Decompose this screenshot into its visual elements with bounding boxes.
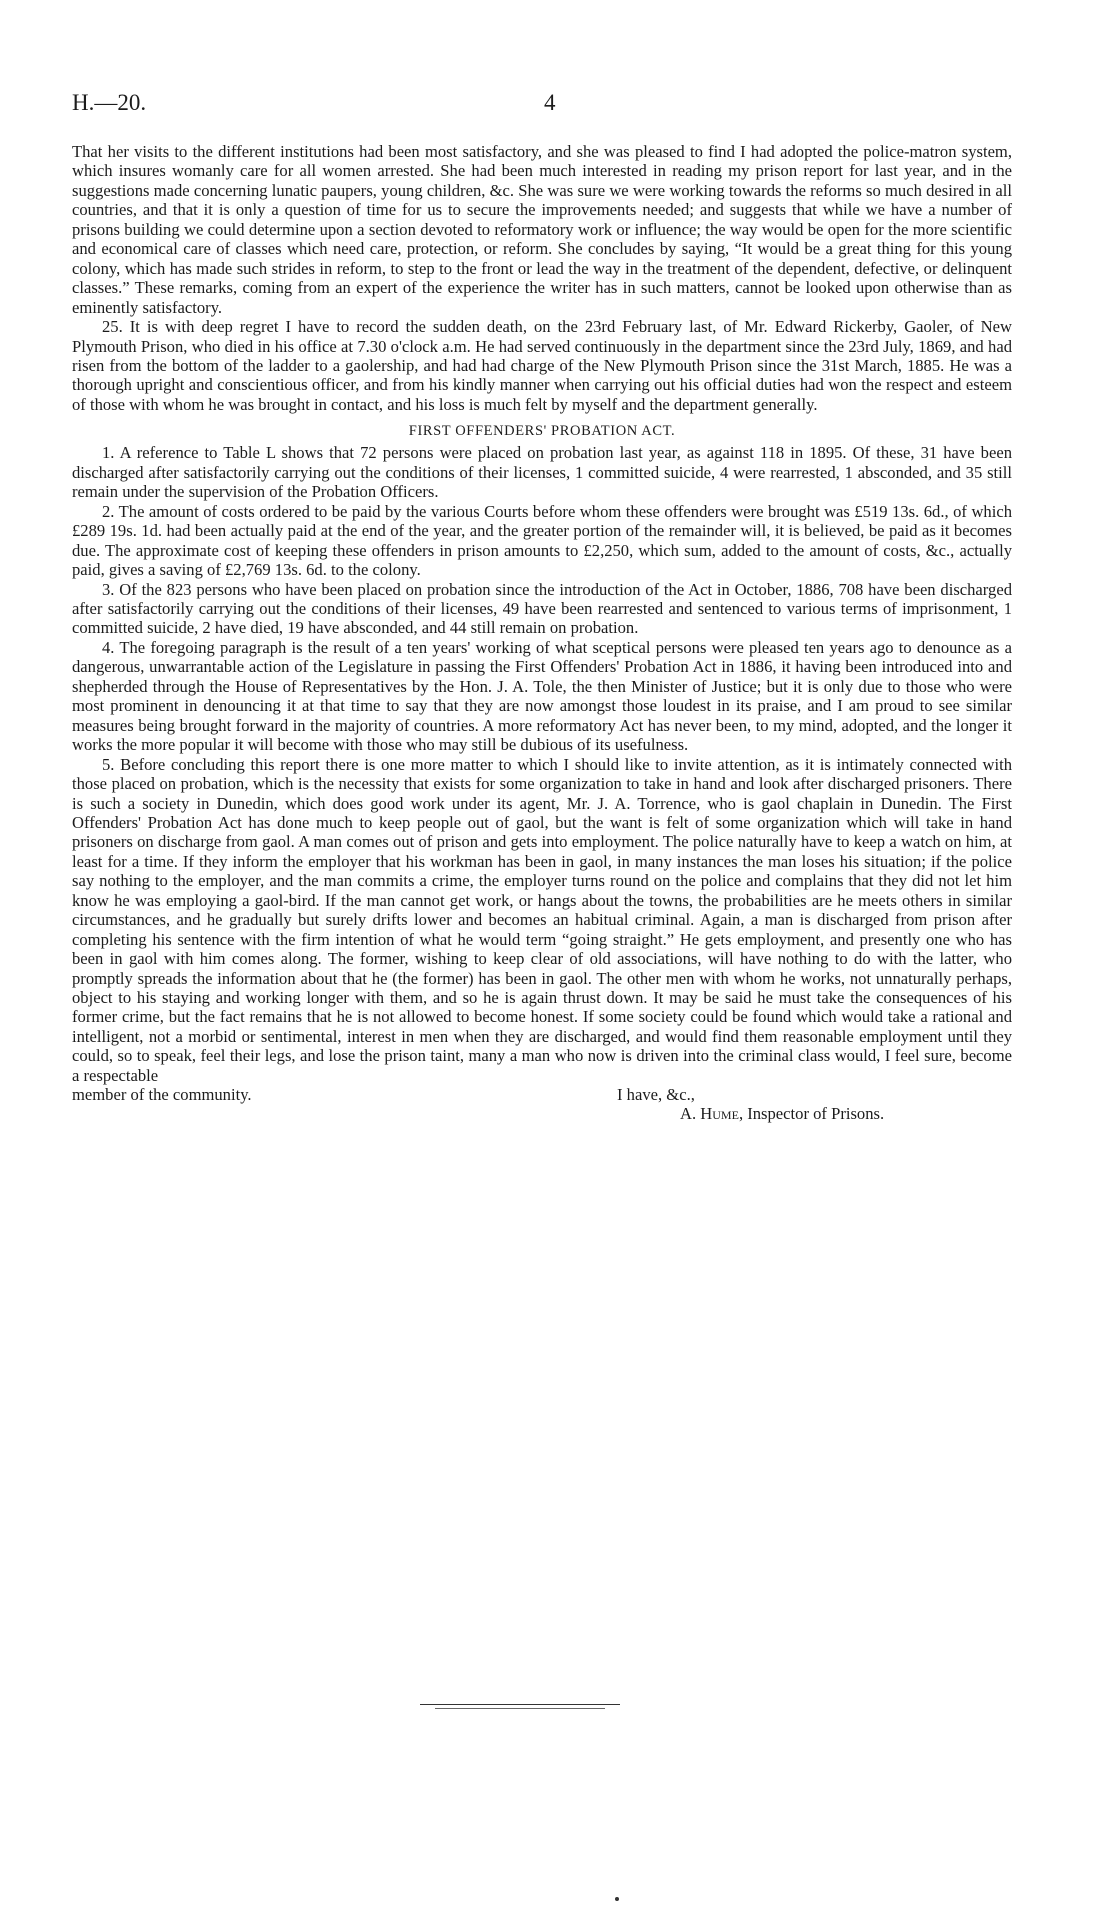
section-paragraph-1: 1. A reference to Table L shows that 72 persons were placed on probation last year, as against 118 in 1895. Of these, 31 have been discharged after satisfactorily carrying out the conditions of their licenses, 1 committed suicide, 4 were rearrested, 1 absconded, and 35 still remain under the supervision of the Probation Officers.: [72, 443, 1012, 502]
closing-salutation: I have, &c.,: [617, 1085, 695, 1105]
page-number: 4: [544, 90, 556, 115]
section-paragraph-5: 5. Before concluding this report there is one more matter to which I should like to invite attention, as it is intimately connected with those placed on probation, which is the necessity that exists for some organization to take in hand and look after discharged prisoners. There is such a society in Dunedin, which does good work under its agent, Mr. J. A. Torrence, who is gaol chaplain in Dunedin. The First Offenders' Probation Act has done much to keep people out of gaol, but the want is felt of some organization which will take in hand prisoners on discharge from gaol. A man comes out of prison and gets into employment. The police naturally have to keep a watch on him, at least for a time. If they inform the employer that his workman has been in gaol, in many instances the man loses his situation; if the police say nothing to the employer, and the man commits a crime, the employer turns round on the police and complains that they did not let him know he was employing a gaol-bird. If the man cannot get work, or hangs about the towns, the probabilities are he meets others in similar circumstances, and he gradually but surely drifts lower and becomes an habitual criminal. Again, a man is discharged from prison after completing his sentence with the firm intention of what he would term “going straight.” He gets employment, and presently one who has been in gaol with him comes along. The former, wishing to keep clear of old associations, will have nothing to do with the latter, who promptly spreads the information about that he (the former) has been in gaol. The other men with whom he works, not unnaturally perhaps, object to his staying and working longer with them, and so he is again thrust down. It may be said he must take the consequences of his former crime, but the fact remains that he is not allowed to become honest. If some society could be found which would take a rational and intelligent, not a morbid or sentimental, interest in men when they are discharged, and would find them reasonable employment until they could, so to speak, feel their legs, and lose the prison taint, many a man who now is driven into the criminal class would, I feel sure, become a respectable: [72, 754, 1012, 1085]
signature-title: , Inspector of Prisons.: [738, 1104, 885, 1124]
section-paragraph-4: 4. The foregoing paragraph is the result of a ten years' working of what sceptical persons were pleased ten years ago to denounce as a dangerous, unwarrantable action of the Legislature in passing the First Offenders' Probation Act in 1886, it having been introduced into and shepherded through the House of Representatives by the Hon. J. A. Tole, the then Minister of Justice; but it is only due to those who were most prominent in denouncing it at that time to say that they are now amongst those loudest in its praise, and I am proud to see similar measures being brought forward in the majority of countries. A more reformatory Act has never been, to my mind, adopted, and the longer it works the more popular it will become with those who may still be dubious of its usefulness.: [72, 637, 1012, 755]
signature: [680, 1104, 884, 1123]
section-paragraph-3: 3. Of the 823 persons who have been placed on probation since the introduction of the Act in October, 1886, 708 have been discharged after satisfactorily carrying out the conditions of their licenses, 49 have been rearrested and sentenced to various terms of imprisonment, 1 committed suicide, 2 have died, 19 have absconded, and 44 still remain on probation.: [72, 579, 1012, 638]
divider-rule: [420, 1704, 620, 1705]
continued-paragraph: That her visits to the different institutions had been most satisfactory, and she was pleased to find I had adopted the police-matron system, which insures womanly care for all women arrested. She had been much interested in reading my prison report for last year, and in the suggestions made concerning lunatic paupers, young children, &c. She was sure we were working towards the reforms so much desired in all countries, and that it is only a question of time for us to secure the improvements needed; and suggests that while we have a number of prisons building we could determine upon a section devoted to reformatory work or influence; the way would be open for the more scientific and economical care of classes which need care, protection, or reform. She concludes by saying, “It would be a great thing for this young colony, which has made such strides in reform, to step to the front or lead the way in the treatment of the dependent, defective, or delinquent classes.” These remarks, coming from an expert of the experience the writer has in such matters, cannot be looked upon otherwise than as eminently satisfactory.: [72, 142, 1012, 317]
paragraph-5-last-line: member of the community.: [72, 1085, 252, 1105]
document-reference: H.—20.: [72, 90, 147, 115]
paragraph-25: 25. It is with deep regret I have to record the sudden death, on the 23rd February last, of Mr. Edward Rickerby, Gaoler, of New Plymouth Prison, who died in his office at 7.30 o'clock a.m. He had served continuously in the department since the 23rd July, 1869, and had risen from the bottom of the ladder to a gaolership, and had had charge of the New Plymouth Prison since the 31st March, 1885. He was a thorough upright and conscientious officer, and from his kindly manner when carrying out his official duties had won the respect and esteem of those with whom he was brought in contact, and his loss is much felt by myself and the department generally.: [72, 317, 1012, 414]
divider-rule-thin: [435, 1708, 605, 1709]
closing-block: [72, 1085, 1012, 1123]
report-body: [72, 142, 1012, 1123]
section-paragraph-2: 2. The amount of costs ordered to be paid by the various Courts before whom these offenders were brought was £519 13s. 6d., of which £289 19s. 1d. had been actually paid at the end of the year, and the greater portion of the remainder will, it is believed, be paid as it becomes due. The approximate cost of keeping these offenders in prison amounts to £2,250, which sum, added to the amount of costs, &c., actually paid, gives a saving of £2,769 13s. 6d. to the colony.: [72, 501, 1012, 580]
print-speck: [615, 1897, 619, 1901]
section-heading: FIRST OFFENDERS' PROBATION ACT.: [408, 423, 676, 440]
end-rule: [420, 1704, 620, 1712]
signature-name: A. Hume: [680, 1104, 739, 1124]
page-header: [72, 90, 1012, 120]
